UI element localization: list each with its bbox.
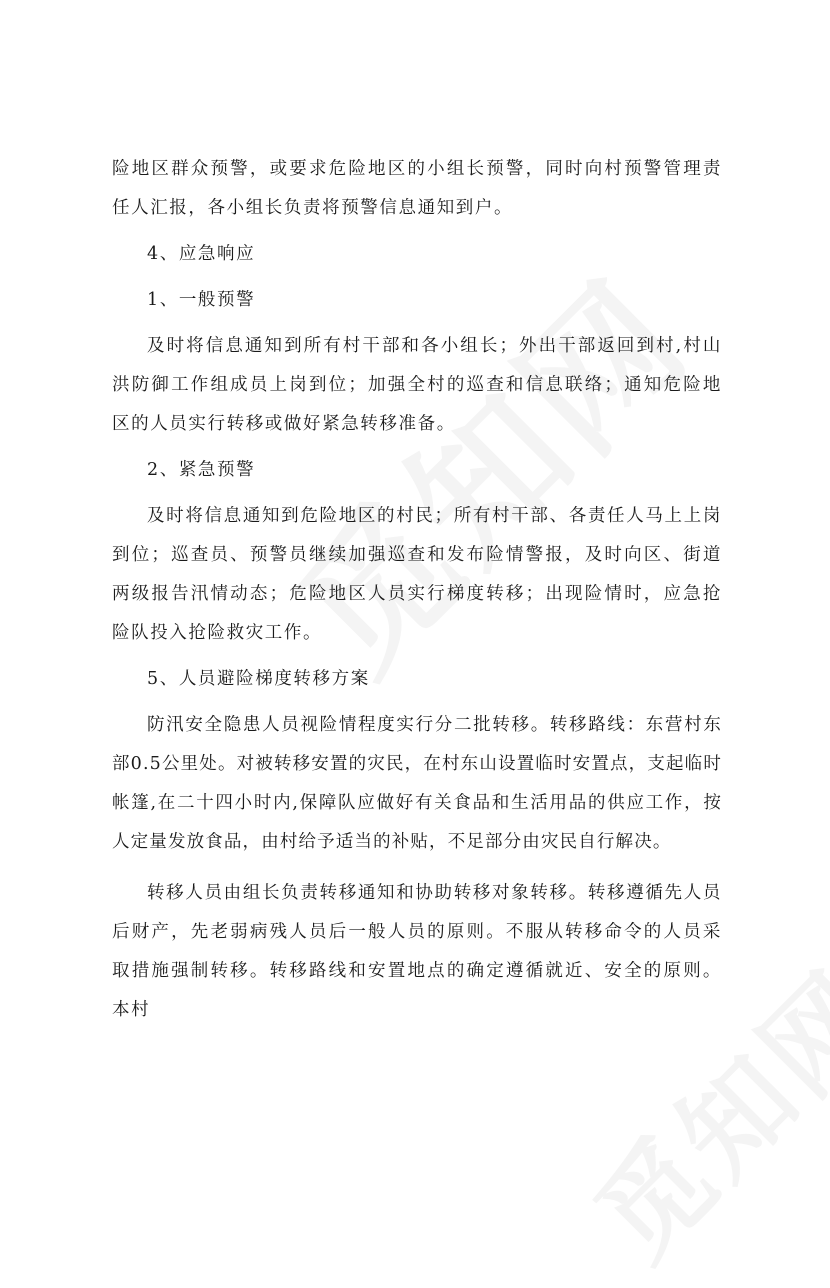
heading-urgent-warning: 2、紧急预警 <box>147 460 256 480</box>
paragraph-urgent-warning: 及时将信息通知到危险地区的村民；所有村干部、各责任人马上上岗到位；巡查员、预警员继续加强巡查和发布险情警报，及时向区、街道两级报告汛情动态；危险地区人员实行梯度转移；出现险情时，应急抢险队投入抢险救灾工作。 <box>112 506 722 643</box>
paragraph-evacuation-principles: 转移人员由组长负责转移通知和协助转移对象转移。转移遵循先人员后财产，先老弱病残人员后一般人员的原则。不服从转移命令的人员采取措施强制转移。转移路线和安置地点的确定遵循就近、安全的原则。本村 <box>112 883 722 1020</box>
heading-general-warning: 1、一般预警 <box>147 290 256 310</box>
heading-emergency-response: 4、应急响应 <box>147 244 256 264</box>
paragraph-continued-warning: 险地区群众预警，或要求危险地区的小组长预警，同时向村预警管理责任人汇报，各小组长负责将预警信息通知到户。 <box>112 159 722 218</box>
paragraph-general-warning: 及时将信息通知到所有村干部和各小组长；外出干部返回到村,村山洪防御工作组成员上岗到位；加强全村的巡查和信息联络；通知危险地区的人员实行转移或做好紧急转移准备。 <box>112 336 722 434</box>
heading-evacuation-plan: 5、人员避险梯度转移方案 <box>147 669 370 689</box>
paragraph-evacuation-plan: 防汛安全隐患人员视险情程度实行分二批转移。转移路线：东营村东部0.5公里处。对被转移安置的灾民，在村东山设置临时安置点，支起临时帐篷,在二十四小时内,保障队应做好有关食品和生活用品的供应工作，按人定量发放食品，由村给予适当的补贴，不足部分由灾民自行解决。 <box>112 715 722 852</box>
document-body <box>112 150 722 1037</box>
